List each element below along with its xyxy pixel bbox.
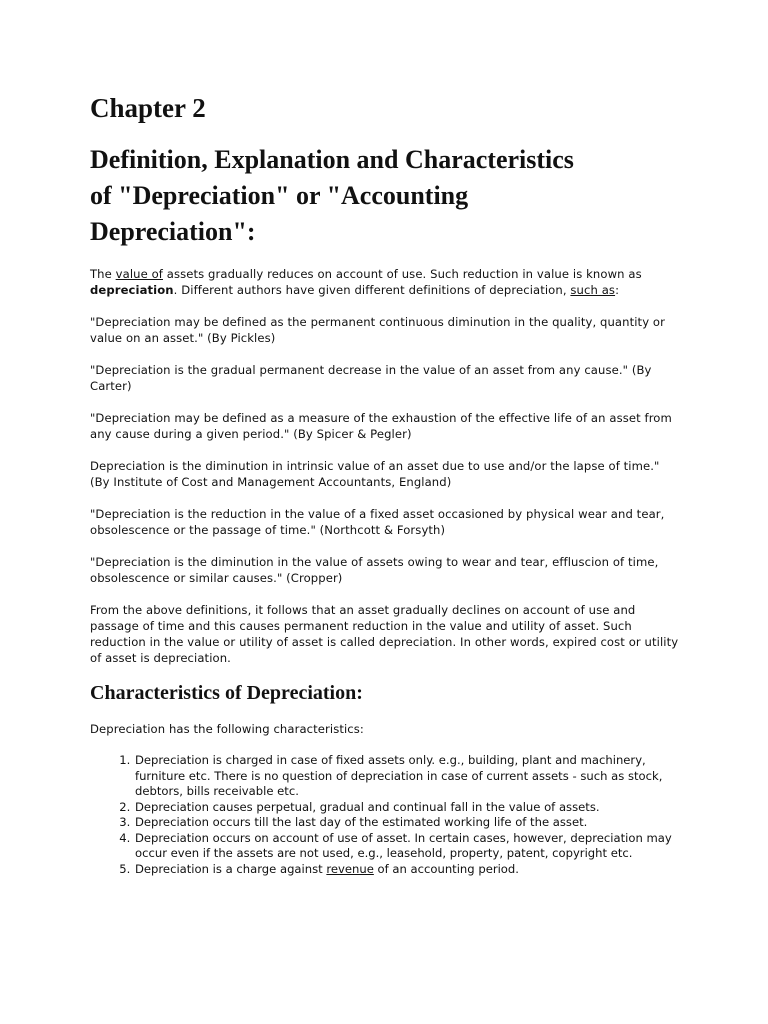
characteristics-heading: Characteristics of Depreciation:: [90, 682, 363, 705]
list-item: 4. Depreciation occurs on account of use of asset. In certain cases, however, depreciation may occur even if the assets are not used, e.g., leasehold, property, patent, copyright etc.: [134, 831, 680, 862]
definition-spicer-pegler: "Depreciation may be defined as a measure of the exhaustion of the effective life of an asset from any cause during a given period." (By Spicer & Pegler): [90, 411, 672, 442]
list-item: 3. Depreciation occurs till the last day of the estimated working life of the asset.: [134, 815, 680, 831]
such-as-link[interactable]: such as: [570, 283, 616, 298]
intro-text: assets gradually reduces on account of use. Such reduction in value is known as: [162, 267, 642, 282]
intro-paragraph: [90, 266, 680, 298]
chapter-title: Chapter 2: [90, 93, 206, 123]
summary-paragraph: From the above definitions, it follows that an asset gradually declines on account of use and passage of time and this causes permanent reduction in the value and utility of asset. Such reduction in the value or utility of asset is called depreciation. In other words, expired cost or utility of asset is depreciation.: [90, 603, 679, 666]
definition-carter: "Depreciation is the gradual permanent decrease in the value of an asset from any cause." (By Carter): [90, 363, 652, 394]
main-heading-line: of "Depreciation" or "Accounting: [90, 181, 469, 211]
main-heading: [90, 142, 680, 250]
characteristics-list: [90, 753, 680, 877]
depreciation-term: depreciation: [90, 283, 174, 298]
revenue-link[interactable]: revenue: [326, 861, 374, 876]
definition-pickles: "Depreciation may be defined as the permanent continuous diminution in the quality, quantity or value on an asset." (By Pickles): [90, 315, 665, 346]
definition-cropper: "Depreciation is the diminution in the value of assets owing to wear and tear, effluscion of time, obsolescence or similar causes." (Cropper): [90, 555, 659, 586]
definition-icma: Depreciation is the diminution in intrinsic value of an asset due to use and/or the lapse of time." (By Institute of Cost and Management Accountants, England): [90, 459, 660, 490]
characteristics-intro: Depreciation has the following characteristics:: [90, 722, 364, 737]
main-heading-line: Depreciation":: [90, 217, 256, 247]
intro-text: The: [90, 267, 116, 282]
value-of-link[interactable]: value of: [115, 267, 163, 282]
list-item: [134, 862, 680, 878]
list-item: 2. Depreciation causes perpetual, gradual and continual fall in the value of assets.: [134, 800, 680, 816]
list-item-text: Depreciation is a charge against: [135, 861, 327, 876]
list-item: 1. Depreciation is charged in case of fixed assets only. e.g., building, plant and machinery, furniture etc. There is no question of depreciation in case of current assets - such as stock, debtors, bills receivable etc.: [134, 753, 680, 800]
main-heading-line: Definition, Explanation and Characteristics: [90, 145, 574, 175]
intro-text: . Different authors have given different definitions of depreciation,: [173, 283, 571, 298]
definition-northcott-forsyth: "Depreciation is the reduction in the value of a fixed asset occasioned by physical wear and tear, obsolescence or the passage of time." (Northcott & Forsyth): [90, 507, 665, 538]
document-body: [90, 92, 680, 877]
list-item-text: of an accounting period.: [373, 861, 519, 876]
intro-text: :: [615, 283, 620, 298]
